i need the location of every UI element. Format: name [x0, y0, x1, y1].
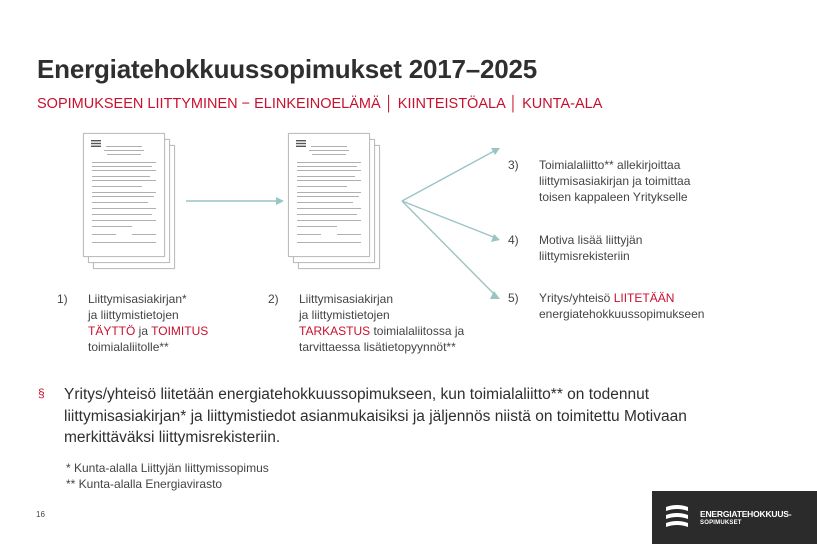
bullet-text-line: Yritys/yhteisö liitetään energiatehokkuussopimukseen, kun toimialaliitto** on todennut: [64, 386, 650, 403]
bullet-marker: §: [38, 386, 45, 400]
step-highlight: LIITETÄÄN: [613, 291, 675, 305]
step-text: Liittymisasiakirjan: [299, 292, 394, 306]
step-text: Motiva lisää liittyjän: [539, 233, 643, 247]
step-text: liittymisasiakirjan ja toimittaa: [539, 174, 691, 188]
step-number: 4): [508, 233, 519, 247]
step-highlight: TÄYTTÖ: [88, 324, 136, 338]
step-text: ja liittymistietojen: [299, 308, 390, 322]
bullet-text-line: liittymisasiakirjan* ja liittymistiedot asianmukaisiksi ja jäljennös niistä on toimitettu Motivaan: [64, 407, 687, 425]
step-text: toimialaliitossa ja: [370, 324, 465, 338]
bullet-text-line: merkittäväksi liittymisrekisteriin.: [64, 429, 281, 446]
step-number: 5): [508, 291, 519, 305]
step-number: 2): [268, 292, 279, 306]
arrow-icon: [402, 201, 496, 296]
page-title: Energiatehokkuussopimukset 2017–2025: [37, 54, 538, 84]
step-text: ja liittymistietojen: [88, 308, 179, 322]
step-5: [508, 290, 768, 324]
brand-logo: [652, 491, 817, 544]
step-highlight: TARKASTUS: [299, 324, 371, 338]
step-1: [57, 291, 277, 361]
step-text: Liittymisasiakirjan*: [88, 292, 187, 306]
step-text: ja: [135, 324, 152, 338]
footnote-1: * Kunta-alalla Liittyjän liittymissopimus: [66, 461, 269, 475]
page-subtitle: SOPIMUKSEEN LIITTYMINEN − ELINKEINOELÄMÄ │ KIINTEISTÖALA │ KUNTA-ALA: [37, 96, 603, 112]
arrow-icon: [402, 150, 496, 201]
step-text: liittymisrekisteriin: [539, 249, 630, 263]
step-text: Yritys/yhteisö: [539, 291, 614, 305]
page-number: 16: [36, 510, 45, 519]
step-text: tarvittaessa lisätietopyynnöt**: [299, 340, 456, 354]
step-4: [508, 232, 768, 266]
footnote-2: ** Kunta-alalla Energiavirasto: [66, 477, 223, 491]
step-2: [268, 291, 508, 361]
brand-name-sub: SOPIMUKSET: [700, 520, 742, 526]
brand-logo-icon: [664, 503, 690, 531]
brand-name: ENERGIATEHOKKUUS-: [700, 509, 792, 519]
step-text: toimialaliitolle**: [88, 340, 169, 354]
step-highlight: TOIMITUS: [151, 324, 209, 338]
step-text: energiatehokkuussopimukseen: [539, 307, 705, 321]
step-text: Toimialaliitto** allekirjoittaa: [539, 158, 681, 172]
step-text: toisen kappaleen Yritykselle: [539, 190, 688, 204]
step-3: [508, 157, 768, 209]
step-number: 1): [57, 292, 68, 306]
arrow-icon: [402, 201, 496, 238]
step-number: 3): [508, 158, 519, 172]
